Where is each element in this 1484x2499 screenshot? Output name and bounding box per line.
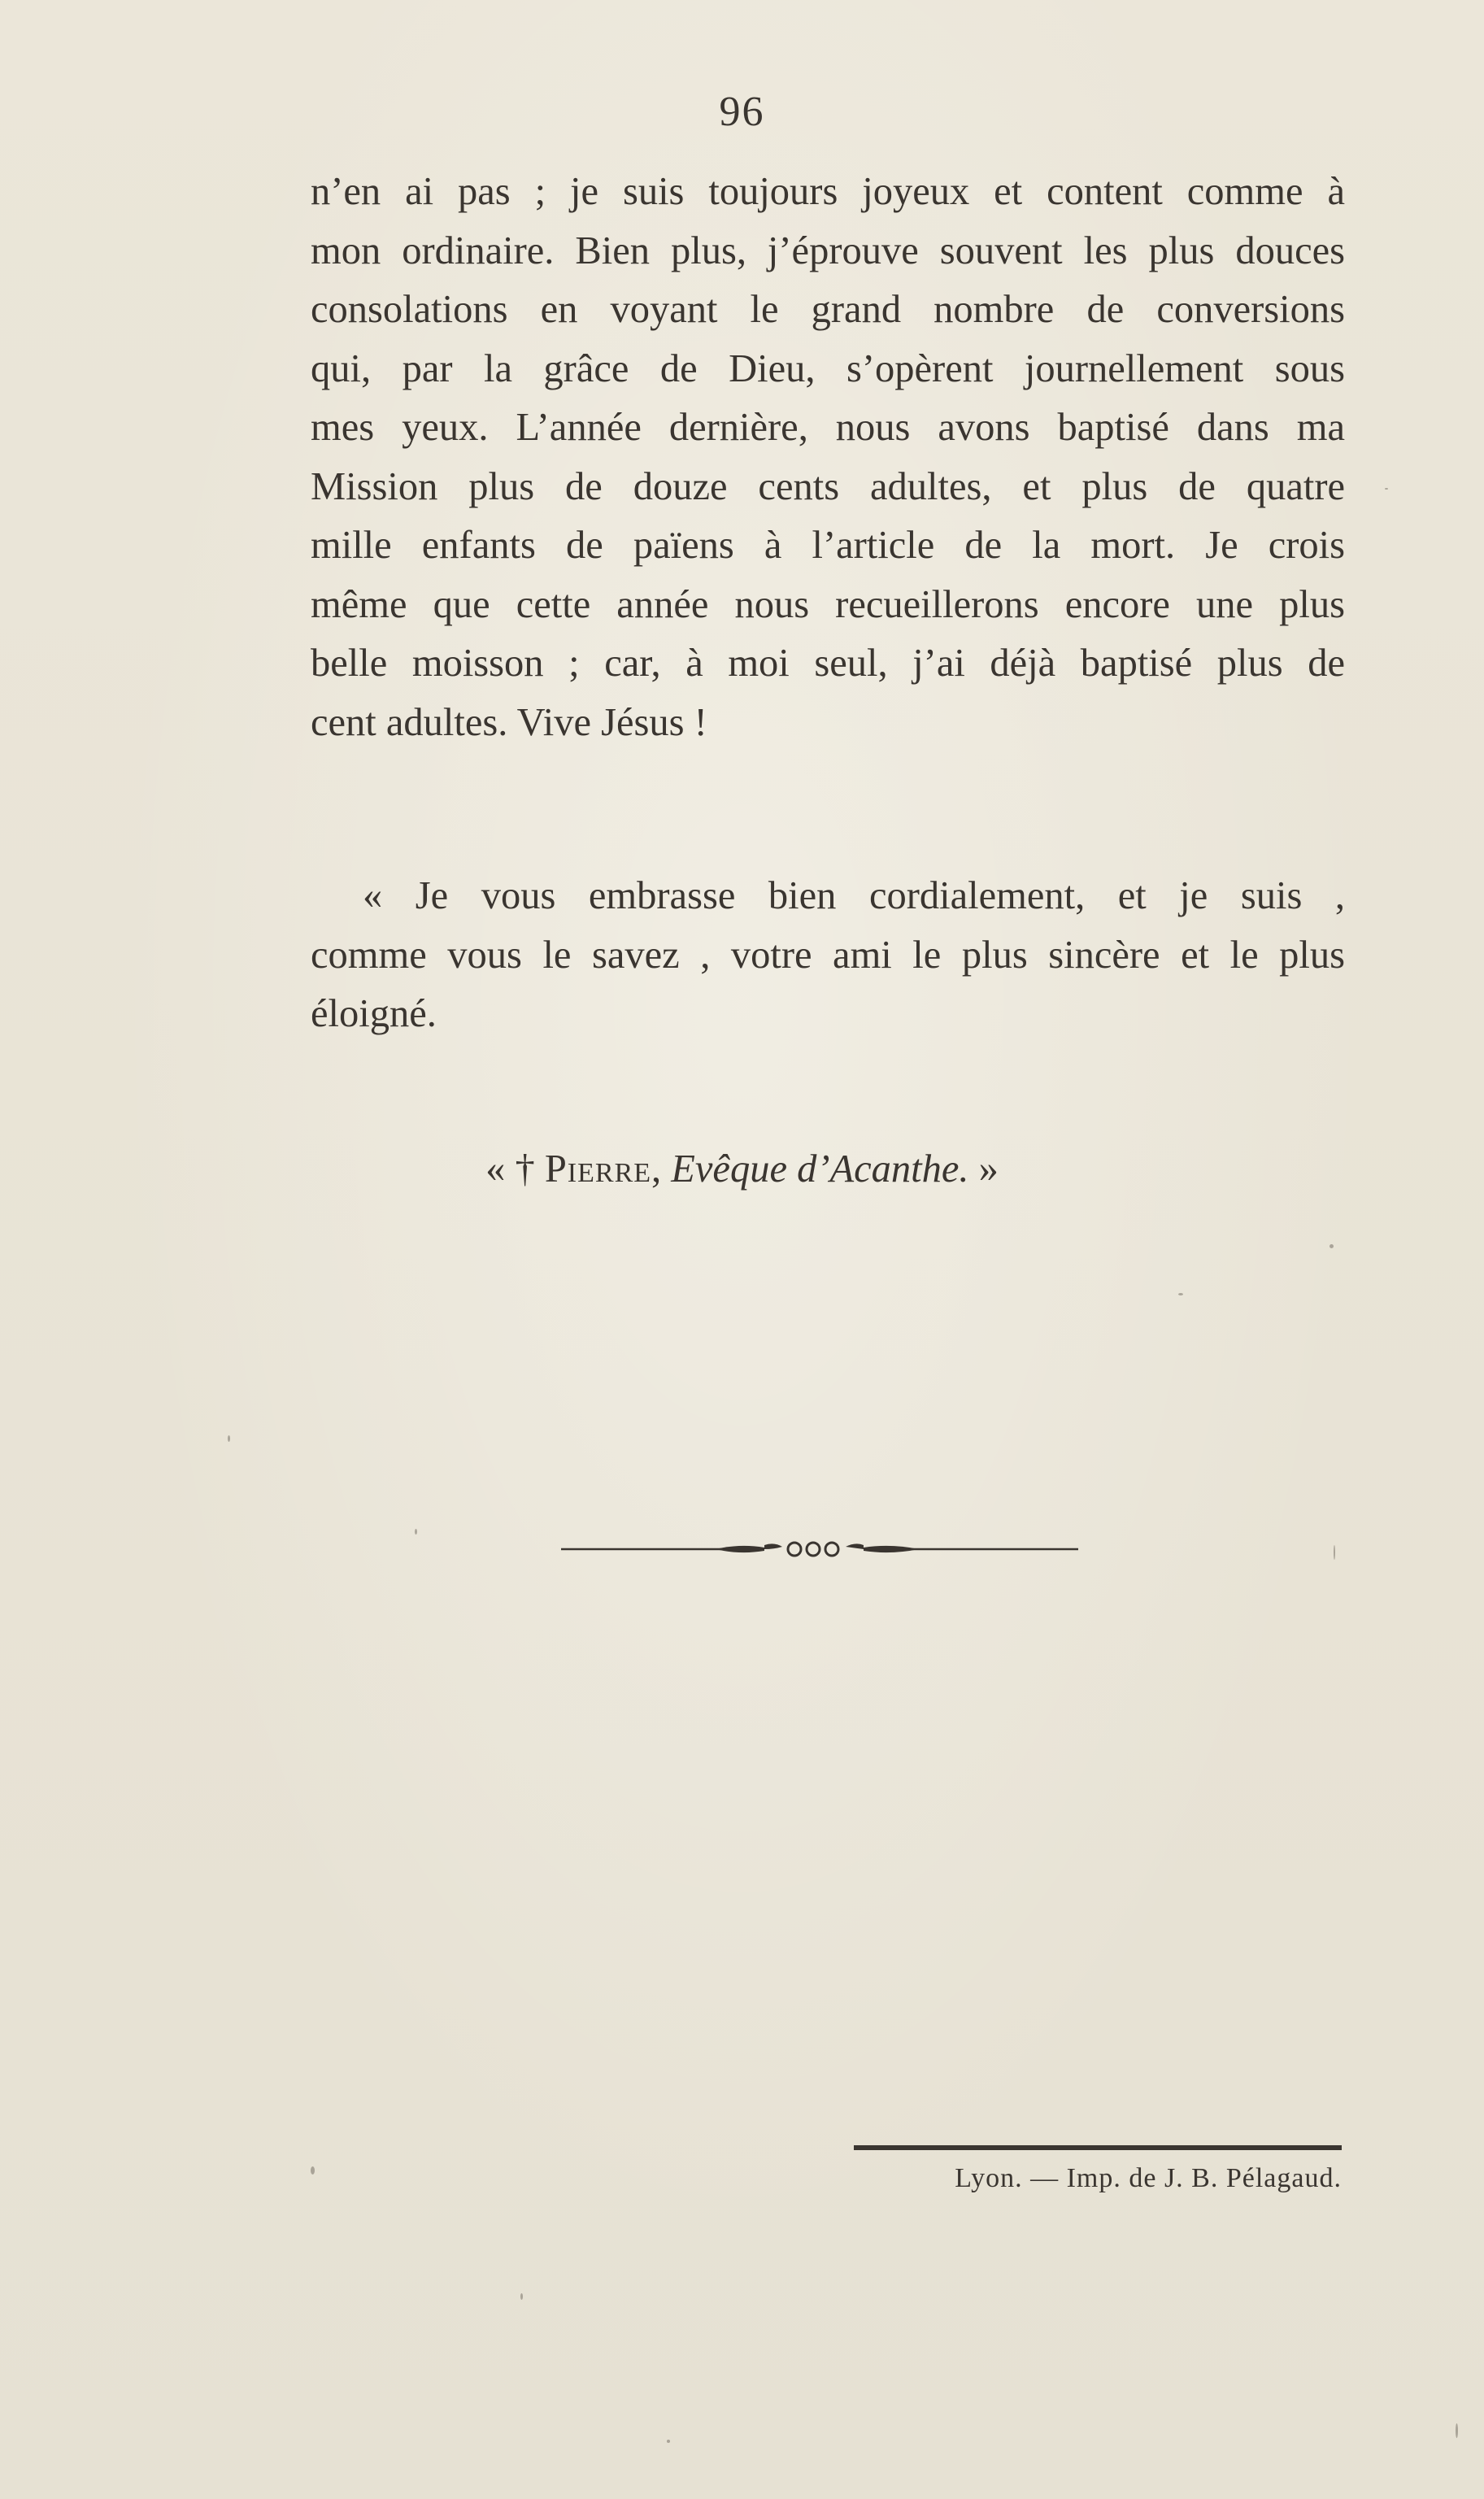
paper-speck <box>520 2293 523 2300</box>
paper-speck <box>1456 2423 1458 2438</box>
paper-speck <box>1330 1244 1334 1248</box>
text-line: cent adultes. Vive Jésus ! <box>311 700 707 744</box>
paragraph-closing <box>311 867 1345 1044</box>
signature-comma: , <box>651 1147 672 1191</box>
printer-imprint: Lyon. — Imp. de J. B. Pélagaud. <box>955 2163 1342 2193</box>
printer-rule <box>854 2144 1342 2153</box>
ornament-divider <box>561 1537 1078 1561</box>
paper-speck <box>1385 488 1388 490</box>
signature-open-quote: « † <box>485 1147 545 1191</box>
signature <box>0 1147 1484 1191</box>
paper-speck <box>1178 1293 1183 1295</box>
paper-speck <box>228 1435 230 1442</box>
text-line: consolations en voyant le grand nombre de conversions <box>311 288 1345 331</box>
paper-speck <box>415 1529 417 1535</box>
text-line: « Je vous embrasse bien cordialement, et je suis , <box>363 874 1345 917</box>
text-line: même que cette année nous recueillerons encore une plus <box>311 582 1345 626</box>
paragraph-letter-body <box>311 163 1345 752</box>
signature-name: Pierre <box>544 1147 652 1191</box>
paper-speck <box>667 2440 670 2443</box>
text-line: Mission plus de douze cents adultes, et plus de quatre <box>311 464 1345 508</box>
signature-close-quote: » <box>968 1147 999 1191</box>
text-line: mille enfants de païens à l’article de la mort. Je crois <box>311 524 1345 567</box>
text-line: n’en ai pas ; je suis toujours joyeux et content comme à <box>311 170 1345 213</box>
text-line: mon ordinaire. Bien plus, j’éprouve souvent les plus douces <box>311 229 1345 272</box>
page-number: 96 <box>719 89 765 135</box>
signature-title: Evêque d’Acanthe. <box>671 1147 969 1191</box>
text-line: belle moisson ; car, à moi seul, j’ai déjà baptisé plus de <box>311 642 1345 685</box>
text-line: éloigné. <box>311 992 437 1035</box>
text-line: comme vous le savez , votre ami le plus sincère et le plus <box>311 933 1345 977</box>
paper-speck <box>1334 1545 1335 1560</box>
text-line: qui, par la grâce de Dieu, s’opèrent journellement sous <box>311 346 1345 390</box>
text-line: mes yeux. L’année dernière, nous avons baptisé dans ma <box>311 406 1345 449</box>
paper-speck <box>311 2166 315 2175</box>
